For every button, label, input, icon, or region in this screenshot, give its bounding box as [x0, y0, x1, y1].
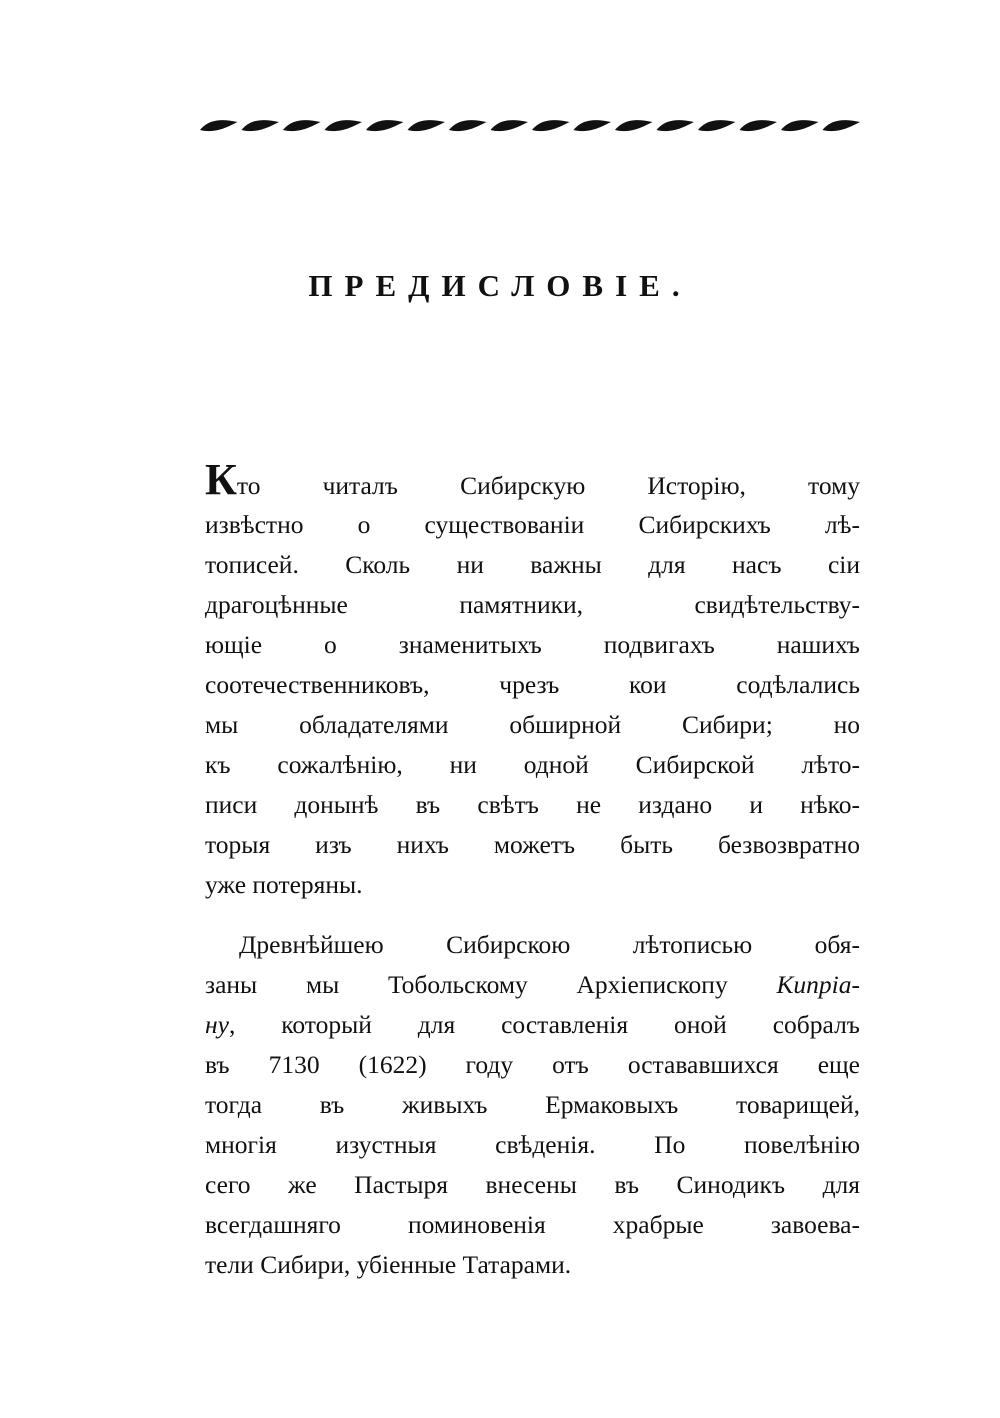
flourish-mark [325, 120, 363, 131]
ornamental-rule [198, 112, 862, 142]
text-line: драгоцѣнные памятники, свидѣтельству- [205, 590, 860, 619]
flourish-mark [200, 120, 238, 131]
text-line: извѣстно о существованіи Сибирскихъ лѣ- [205, 510, 860, 539]
text-line: торыя изъ нихъ можетъ быть безвозвратно [205, 830, 860, 859]
flourish-mark [698, 120, 736, 131]
text-line: мы обладателями обширной Сибири; но [205, 710, 860, 739]
text-line: Кто читалъ Сибирскую Исторію, тому [205, 455, 860, 504]
italic-name: ну [205, 1010, 229, 1039]
flourish-mark [408, 120, 446, 131]
flourish-mark [574, 120, 612, 131]
flourish-mark [781, 120, 819, 131]
text-line: ющіе о знаменитыхъ подвигахъ нашихъ [205, 630, 860, 659]
text-line: уже потеряны. [205, 870, 363, 899]
flourish-mark [615, 120, 653, 131]
text-line: въ 7130 (1622) году отъ остававшихся еще [205, 1050, 860, 1079]
text-line: Древнѣйшею Сибирскою лѣтописью обя- [239, 930, 860, 959]
flourish-mark [491, 120, 529, 131]
text-line: соотечественниковъ, чрезъ кои содѣлались [205, 670, 860, 699]
text-line: тогда въ живыхъ Ермаковыхъ товарищей, [205, 1090, 860, 1119]
flourish-mark [449, 120, 487, 131]
drop-cap: К [205, 455, 237, 504]
text-line: ну, который для составленія оной собралъ [205, 1010, 860, 1039]
page-title: ПРЕДИСЛОВІЕ. [308, 268, 692, 303]
text-line: тели Сибири, убіенные Татарами. [205, 1250, 572, 1279]
text-line: писи донынѣ въ свѣтъ не издано и нѣко- [205, 790, 860, 819]
flourish-mark [740, 120, 778, 131]
text-line: заны мы Тобольскому Архіепископу Кипріа- [205, 970, 861, 999]
text-line: тописей. Сколь ни важны для насъ сіи [205, 550, 860, 579]
flourish-mark [532, 120, 570, 131]
italic-name: Кипріа- [776, 970, 861, 999]
flourish-mark [657, 120, 695, 131]
flourish-mark [283, 120, 321, 131]
paragraph-1 [205, 455, 860, 905]
flourish-mark [823, 120, 861, 131]
text-line: сего же Пастыря внесены въ Синодикъ для [205, 1170, 860, 1199]
text-line: къ сожалѣнію, ни одной Сибирской лѣто- [205, 750, 860, 779]
text-line: многія изустныя свѣденія. По повелѣнію [205, 1130, 860, 1159]
paragraph-2 [205, 925, 860, 1285]
flourish-mark [242, 120, 280, 131]
text-line: всегдашняго поминовенія храбрые завоева- [205, 1210, 860, 1239]
flourish-mark [366, 120, 404, 131]
